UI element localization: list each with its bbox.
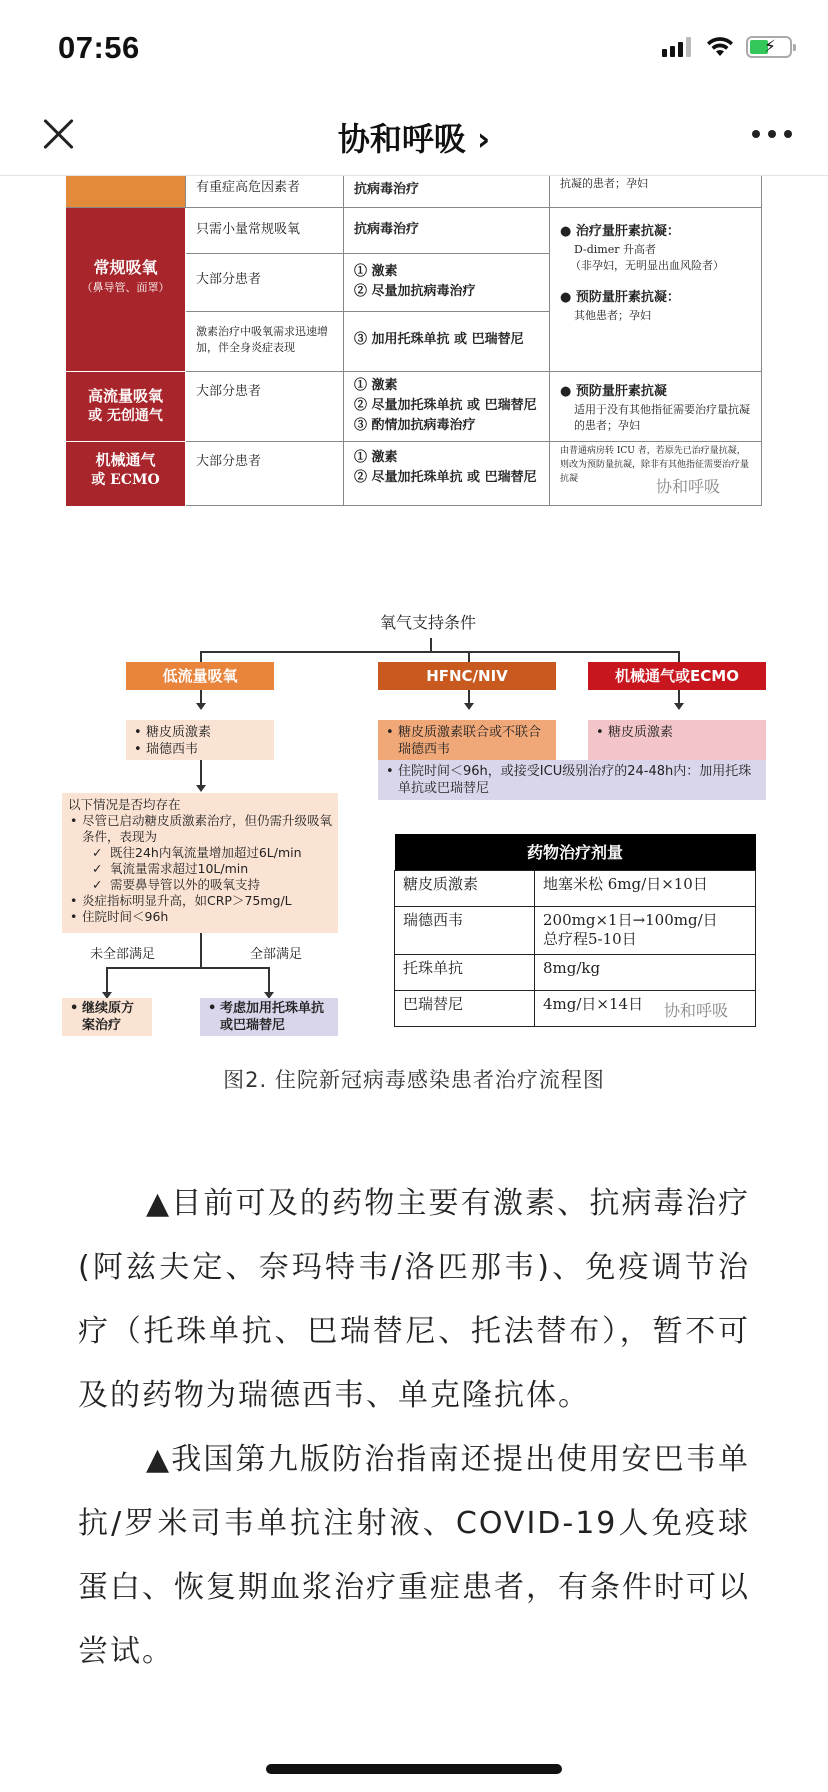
anticoag-title: ● 治疗量肝素抗凝： (560, 224, 680, 239)
dose-cell: 8mg/kg (535, 954, 756, 990)
table-cell: 抗病毒治疗 (344, 176, 550, 208)
table-cell: 大部分患者 (186, 442, 344, 506)
row-label: 常规吸氧 (93, 258, 158, 277)
table-cell (344, 372, 550, 442)
list-item: • 继续原方案治疗 (68, 1000, 146, 1034)
table-cell-anticoag (550, 372, 762, 442)
figure-caption: 图2. 住院新冠病毒感染患者治疗流程图 (223, 1068, 605, 1092)
status-icons (662, 36, 792, 58)
article-paragraph: ▲目前可及的药物主要有激素、抗病毒治疗(阿兹夫定、奈玛特韦/洛匹那韦)、免疫调节治疗（托珠单抗、巴瑞替尼、托法替布），暂不可及的药物为瑞德西韦、单克隆抗体。 (78, 1186, 750, 1413)
check-item: ✓ 既往24h内氧流量增加超过6L/min (92, 845, 332, 861)
check-item: ✓ 需要鼻导管以外的吸氧支持 (92, 877, 332, 893)
list-item: • 住院时间＜96h (68, 909, 332, 925)
flow-mech-box (588, 720, 766, 760)
flow-outcome-no (62, 998, 152, 1036)
table-cell: 抗病毒治疗 (344, 208, 550, 254)
list-item: • 考虑加用托珠单抗或巴瑞替尼 (206, 1000, 332, 1034)
article-paragraph: ▲我国第九版防治指南还提出使用安巴韦单抗/罗米司韦单抗注射液、COVID-19人免疫球蛋白、恢复期血浆治疗重症患者，有条件时可以尝试。 (78, 1442, 750, 1669)
row-sublabel: 或 ECMO (91, 472, 160, 488)
treatment-line: ② 尽量加托珠单抗 或 巴瑞替尼 (354, 470, 537, 485)
table-row (395, 906, 756, 954)
wifi-icon (706, 36, 734, 58)
table-row-label-hfnc (66, 372, 186, 442)
anticoag-note: （非孕妇，无明显出血风险者） (570, 259, 724, 272)
row-sublabel: （鼻导管、面罩） (81, 281, 170, 294)
treatment-line: ② 尽量加抗病毒治疗 (354, 284, 476, 299)
cellular-signal-icon (662, 37, 694, 57)
anticoag-title: ● 预防量肝素抗凝 (560, 384, 667, 399)
row-label: 高流量吸氧 (87, 387, 163, 405)
anticoag-detail: 适用于没有其他指征需要治疗量抗凝的患者；孕妇 (574, 403, 750, 432)
flow-connector (200, 690, 202, 704)
dose-table-title: 药物治疗剂量 (395, 834, 756, 870)
drug-cell: 托珠单抗 (395, 954, 535, 990)
list-item: • 瑞德西韦 (132, 741, 268, 758)
list-item (68, 813, 332, 893)
wechat-watermark: 协和呼吸 (664, 1001, 729, 1020)
table-cell: 激素治疗中吸氧需求迅速增加，伴全身炎症表现 (186, 312, 344, 372)
account-title-link[interactable]: 协和呼吸 › (337, 120, 491, 158)
flow-connector (200, 760, 202, 786)
flow-connector (468, 690, 470, 704)
list-item: • 糖皮质激素 (132, 724, 268, 741)
flow-arrow (196, 785, 206, 792)
table-cell: 只需小量常规吸氧 (186, 208, 344, 254)
table-cell-severe-label (66, 176, 186, 208)
branch-label-no: 未全部满足 (90, 947, 156, 962)
flow-arrow (464, 703, 474, 710)
table-row (395, 954, 756, 990)
dose-line: 总疗程5-10日 (543, 929, 637, 948)
table-row-label-conventional (66, 208, 186, 372)
list-item: • 糖皮质激素 (594, 724, 760, 741)
dose-cell (535, 906, 756, 954)
flow-header-hfnc: HFNC/NIV (378, 662, 556, 690)
treatment-line: ① 激素 (354, 450, 398, 465)
table-cell (344, 442, 550, 506)
more-options-icon[interactable] (752, 130, 792, 138)
criteria-text: 尽管已启动糖皮质激素治疗，但仍需升级吸氧条件，表现为 (82, 813, 333, 844)
flow-connector (430, 638, 432, 652)
wechat-watermark: 协和呼吸 (656, 477, 721, 496)
list-item: • 糖皮质激素联合或不联合瑞德西韦 (384, 724, 550, 758)
treatment-line: ① 激素 (354, 378, 398, 393)
status-time: 07:56 (58, 30, 140, 65)
flow-arrow (196, 703, 206, 710)
table-cell (344, 254, 550, 312)
flow-header-mech: 机械通气或ECMO (588, 662, 766, 690)
table-cell: ③ 加用托珠单抗 或 巴瑞替尼 (344, 312, 550, 372)
dose-line: 200mg×1日→100mg/日 (543, 910, 718, 929)
list-item: • 炎症指标明显升高，如CRP＞75mg/L (68, 893, 332, 909)
battery-icon: ⚡ (746, 36, 792, 58)
criteria-intro: 以下情况是否均存在 (68, 797, 181, 812)
flow-connector (200, 933, 202, 969)
table-cell-anticoag: 由普通病房转 ICU 者，若原先已治疗量抗凝，则改为预防量抗凝，除非有其他指征需要治疗量抗凝 (550, 442, 762, 506)
flow-connector (678, 690, 680, 704)
list-item: • 住院时间＜96h，或接受ICU级别治疗的24-48h内：加用托珠单抗或巴瑞替尼 (384, 763, 760, 797)
table-cell: 有重症高危因素者 (186, 176, 344, 208)
flow-connector (200, 651, 680, 653)
table-cell: 大部分患者 (186, 372, 344, 442)
treatment-line: ① 激素 (354, 264, 398, 279)
flow-header-low-flow: 低流量吸氧 (126, 662, 274, 690)
row-sublabel: 或 无创通气 (88, 408, 163, 424)
flow-hfnc-box (378, 720, 556, 760)
anticoag-detail: D-dimer 升高者 (574, 243, 656, 256)
treatment-line: ② 尽量加托珠单抗 或 巴瑞替尼 (354, 398, 537, 413)
treatment-table-image (66, 176, 762, 506)
nav-bar (0, 96, 828, 176)
drug-cell: 巴瑞替尼 (395, 990, 535, 1026)
prophylactic-detail: 其他患者；孕妇 (574, 309, 651, 322)
branch-label-yes: 全部满足 (250, 947, 303, 962)
table-row (395, 870, 756, 906)
flow-connector (106, 967, 270, 969)
table-row-label-mechanical (66, 442, 186, 506)
flow-connector (106, 967, 108, 993)
dose-cell: 地塞米松 6mg/日×10日 (535, 870, 756, 906)
check-item: ✓ 氧流量需求超过10L/min (92, 861, 332, 877)
drug-cell: 瑞德西韦 (395, 906, 535, 954)
flow-arrow (674, 703, 684, 710)
prophylactic-title: ● 预防量肝素抗凝： (560, 290, 680, 305)
article-body (78, 1172, 750, 1684)
home-indicator[interactable] (266, 1764, 562, 1774)
flow-connector (268, 967, 270, 993)
flow-criteria-box (62, 793, 338, 933)
table-cell-anticoag (550, 208, 762, 372)
row-label: 机械通气 (95, 451, 156, 469)
table-cell: 抗凝的患者；孕妇 (550, 176, 762, 208)
flow-outcome-yes (200, 998, 338, 1036)
table-cell: 大部分患者 (186, 254, 344, 312)
flow-root: 氧气支持条件 (380, 613, 477, 632)
flow-combined-note (378, 760, 766, 800)
status-bar (0, 0, 828, 96)
dose-cell: 4mg/日×14日 (535, 990, 756, 1026)
drug-cell: 糖皮质激素 (395, 870, 535, 906)
treatment-line: ③ 酌情加抗病毒治疗 (354, 418, 476, 433)
flow-low-flow-box (126, 720, 274, 760)
